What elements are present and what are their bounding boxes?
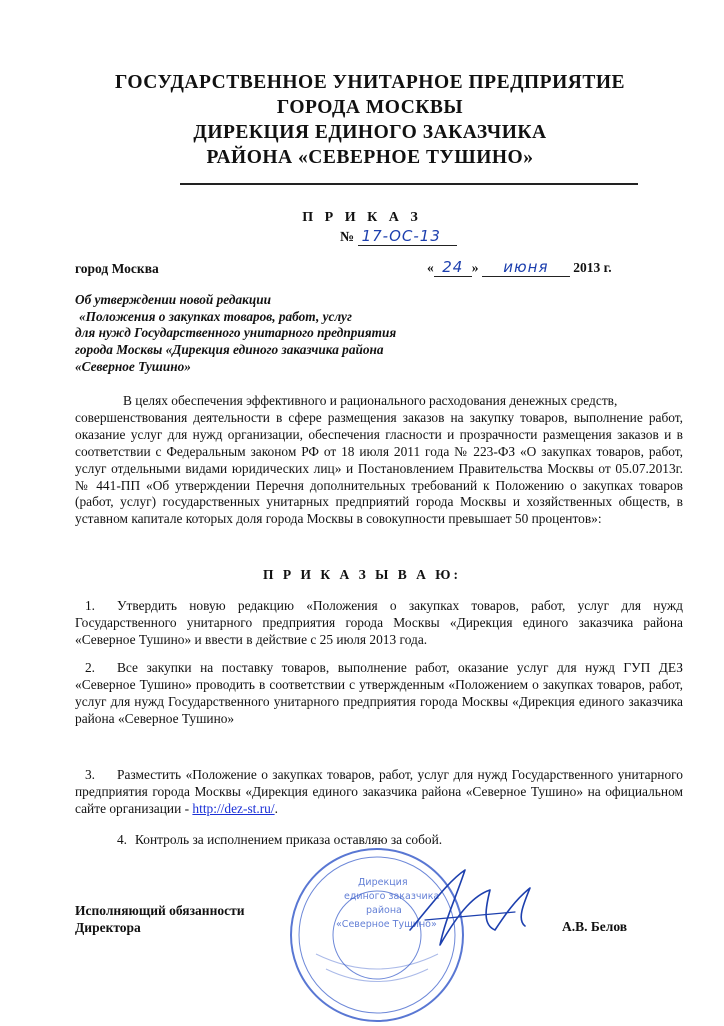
- header-line: РАЙОНА «СЕВЕРНОЕ ТУШИНО»: [206, 147, 534, 168]
- stamp-text: Дирекция: [358, 877, 408, 888]
- subject-line: для нужд Государственного унитарного предприятия: [75, 325, 397, 341]
- item-number: 1.: [84, 598, 95, 613]
- organization-header: [80, 70, 660, 170]
- subject-line: Об утверждении новой редакции: [75, 292, 272, 307]
- preamble-rest: совершенствования деятельности в сфере размещения заказов на закупку товаров, выполнение работ, оказание услуг для нужд организации, обеспечения гласности и прозрачности размещения заказов и в соответствии с Федеральным законом РФ от 18 июля 2011 года № 223-ФЗ «О закупках товаров, работ, услуг отдельными видами юридических лиц» и Постановлением Правительства Москвы от 05.07.2013г. № 441-ПП «Об утверждении Перечня дополнительных требований к Положению о закупках товаров (работ, услуг) государственных унитарных предприятий города Москвы и хозяйственных обществ, в уставном капитале которых доля города Москвы в совокупности превышает 50 процентов»:: [75, 409, 683, 527]
- order-item: [75, 767, 683, 818]
- subject-line: «Положения о закупках товаров, работ, услуг: [79, 308, 352, 324]
- header-line: ГОСУДАРСТВЕННОЕ УНИТАРНОЕ ПРЕДПРИЯТИЕ: [114, 72, 626, 93]
- subject-line: «Северное Тушино»: [75, 358, 191, 374]
- order-number: [340, 227, 457, 246]
- signatory-name: А.В. Белов: [562, 919, 628, 934]
- date-year: 2013 г.: [573, 260, 612, 275]
- signatory-position: [75, 902, 245, 936]
- header-line: ДИРЕКЦИЯ ЕДИНОГО ЗАКАЗЧИКА: [193, 122, 547, 143]
- position-line: Исполняющий обязанности: [75, 903, 245, 918]
- order-item: [75, 598, 683, 649]
- date-month-handwritten: июня: [482, 258, 570, 277]
- order-date: [427, 258, 612, 277]
- item-tail: .: [274, 800, 278, 816]
- preamble-paragraph: [75, 393, 683, 528]
- order-subject: [75, 292, 455, 376]
- website-link[interactable]: http://dez-st.ru/: [192, 800, 275, 816]
- preamble-lead: В целях обеспечения эффективного и рационального расходования денежных средств,: [123, 393, 618, 408]
- header-line: ГОРОДА МОСКВЫ: [276, 97, 464, 118]
- stamp-text: района: [366, 905, 402, 916]
- number-sign: №: [340, 230, 355, 245]
- stamp-text: единого заказчика: [344, 891, 440, 902]
- item-text: Контроль за исполнением приказа оставляю за собой.: [135, 832, 443, 847]
- position-line: Директора: [75, 920, 141, 935]
- subject-line: города Москвы «Дирекция единого заказчика района: [75, 342, 384, 358]
- order-title: П Р И К А З: [302, 210, 422, 225]
- item-number: 4.: [116, 832, 127, 847]
- order-item: [75, 660, 683, 728]
- item-text: Разместить «Положение о закупках товаров, работ, услуг для нужд Государственного унитарного предприятия города Москвы «Дирекция единого заказчика района «Северное Тушино» на официальном сайте организации -: [75, 767, 683, 816]
- handwritten-signature: [405, 860, 545, 950]
- date-close-quote: »: [471, 260, 479, 275]
- item-text: Утвердить новую редакцию «Положения о закупках товаров, работ, услуг для нужд Государственного унитарного предприятия города Москвы «Дирекция единого заказчика района «Северное Тушино» и ввести в действие с 25 июля 2013 года.: [75, 598, 683, 647]
- city-label: город Москва: [75, 261, 159, 276]
- stamp-text: «Северное Тушино»: [336, 919, 437, 930]
- order-number-handwritten: 17-ОС-13: [358, 227, 457, 246]
- date-day-handwritten: 24: [434, 258, 472, 277]
- item-text: Все закупки на поставку товаров, выполнение работ, оказание услуг для нужд ГУП ДЕЗ «Северное Тушино» проводить в соответствии с утвержденным «Положением о закупках товаров, работ, услуг для нужд Государственного унитарного предприятия города Москвы «Дирекция единого заказчика района «Северное Тушино»: [75, 660, 683, 726]
- directive-heading: П Р И К А З Ы В А Ю:: [263, 567, 461, 582]
- date-open-quote: «: [427, 260, 434, 275]
- header-divider: [180, 183, 638, 185]
- item-number: 2.: [84, 660, 95, 675]
- item-number: 3.: [84, 767, 95, 782]
